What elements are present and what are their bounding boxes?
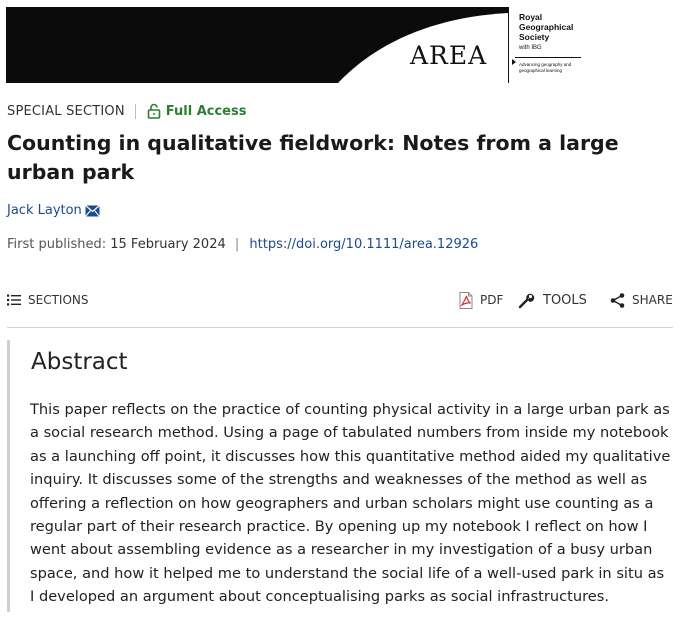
pub-separator: | (234, 237, 240, 252)
abstract-text: This paper reflects on the practice of counting physical activity in a large urban park as a social research method. Using a page of tabulated numbers from inside my notebook as a launching off point, it discusses how this quantitative method aided my qualitative inquiry. It discusses some of the strengths and weaknesses of the method as well as offering a reflection on how geographers and urban scholars might use counting as a regular part of their research practice. By opening up my notebook I reflect on how I went about assembling evidence as a researcher in my investigation of a busy urban space, and how it helped me to understand the social life of a well-used park in situ as I developed an argument about conceptualising parks as social infrastructures. (30, 401, 671, 606)
sections-button[interactable] (7, 290, 89, 310)
author-row (7, 203, 100, 218)
society-name: Royal Geographical Society (519, 12, 574, 42)
society-logo (508, 7, 586, 83)
lock-icon (147, 103, 161, 119)
journal-logo-text: AREA (410, 41, 488, 70)
share-label: SHARE (632, 293, 673, 307)
abstract-heading: Abstract (31, 349, 128, 375)
pdf-label: PDF (480, 293, 504, 307)
sections-label: SECTIONS (28, 293, 89, 307)
section-label: SPECIAL SECTION (7, 103, 125, 119)
toolbar-divider (7, 327, 673, 328)
tools-label: TOOLS (543, 292, 587, 308)
abstract-section (7, 340, 673, 612)
journal-banner[interactable] (6, 7, 586, 83)
share-icon (610, 293, 625, 308)
list-icon (7, 294, 21, 306)
society-arrow-icon (512, 59, 516, 65)
society-tagline: Advancing geography and geographical learning (519, 62, 572, 73)
article-title: Counting in qualitative fieldwork: Notes from a large urban park (7, 131, 619, 184)
tools-button[interactable] (518, 290, 587, 310)
access-label: Full Access (165, 103, 247, 119)
publication-row (7, 237, 478, 252)
society-rule (515, 57, 581, 58)
article-toolbar (7, 290, 673, 310)
share-button[interactable] (610, 290, 673, 310)
author-link[interactable]: Jack Layton (7, 203, 82, 218)
doi-link[interactable]: https://doi.org/10.1111/area.12926 (249, 237, 479, 252)
pdf-button[interactable] (459, 290, 503, 310)
published-label: First published: (7, 237, 107, 252)
society-suffix: with IBG (519, 45, 542, 51)
article-meta-row (7, 102, 246, 120)
meta-divider (135, 104, 136, 119)
mail-icon[interactable] (85, 205, 100, 217)
pdf-icon (459, 292, 473, 309)
published-date: 15 February 2024 (110, 237, 226, 252)
wrench-icon (518, 291, 536, 309)
